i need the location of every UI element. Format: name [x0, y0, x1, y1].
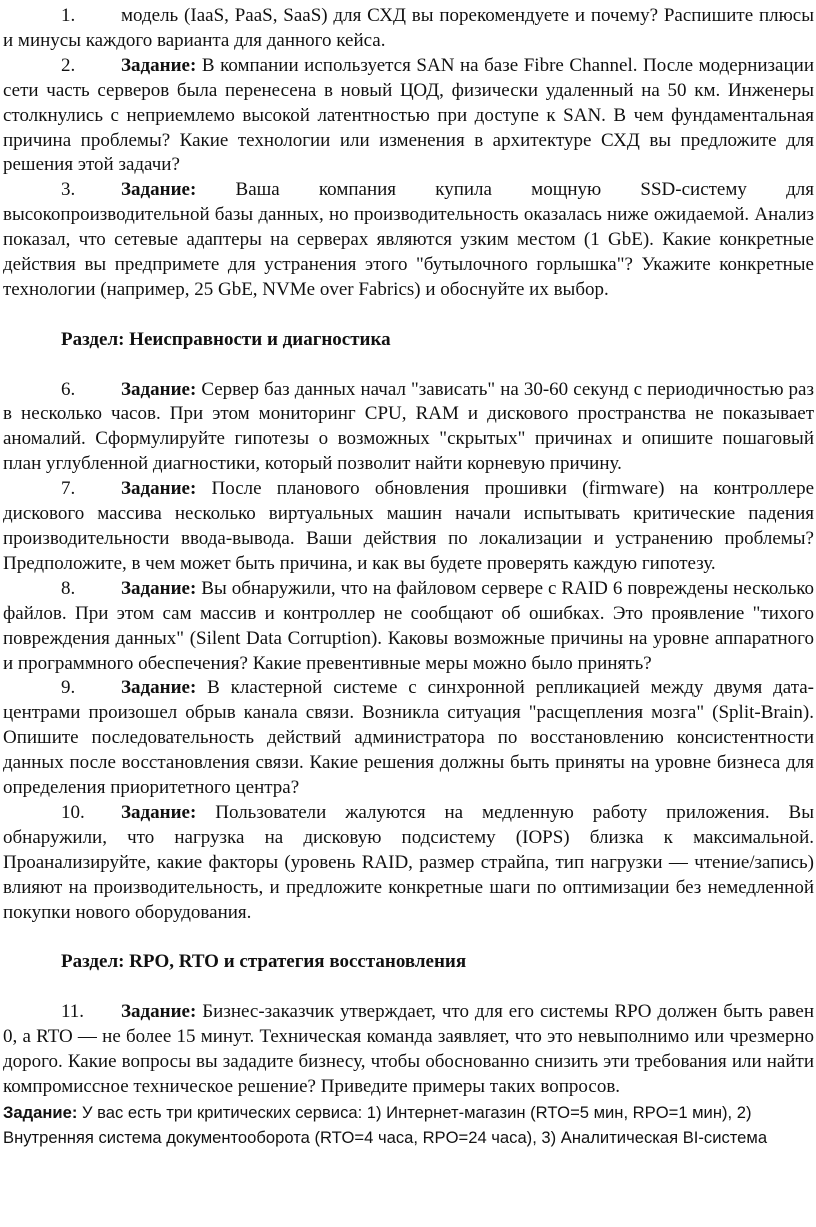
task-text: модель (IaaS, PaaS, SaaS) для СХД вы порекомендуете и почему? Распишите плюсы и минусы каждого варианта для данного кейса. [3, 5, 814, 51]
task-number: 8. [61, 577, 76, 599]
task-final [3, 1100, 814, 1150]
task-number: 3. [61, 179, 76, 201]
spacer [3, 353, 814, 378]
task-label: Задание: [121, 378, 197, 400]
task-label: Задание: [121, 801, 197, 823]
task-label: Задание: [121, 577, 197, 599]
task-number: 1. [61, 5, 76, 26]
task-7 [3, 477, 814, 577]
spacer [3, 303, 814, 328]
task-1 [3, 4, 814, 54]
task-label: Задание: [121, 54, 197, 76]
task-3 [3, 178, 814, 303]
task-label: Задание: [121, 1001, 197, 1023]
task-text: В кластерной системе с синхронной репликацией между двумя дата-центрами произошел обрыв канала связи. Возникла ситуация "расщепления мозга" (Split-Brain). Опишите последовательность действий администратора по восстановлению консистентности данных после восстановления связи. Какие решения должны быть приняты на уровне бизнеса для определения приоритетного центра? [3, 677, 814, 799]
task-11 [3, 1000, 814, 1100]
task-number: 7. [61, 478, 76, 500]
task-number: 9. [61, 677, 76, 699]
task-9 [3, 676, 814, 801]
task-text: Сервер баз данных начал "зависать" на 30-60 секунд с периодичностью раз в несколько часов. При этом мониторинг CPU, RAM и дискового пространства не показывает аномалий. Сформулируйте гипотезы о возможных "скрытых" причинах и опишите пошаговый план углубленной диагностики, который позволит найти корневую причину. [3, 378, 814, 475]
task-8 [3, 577, 814, 677]
task-2 [3, 54, 814, 179]
task-number: 6. [61, 378, 76, 400]
task-label: Задание: [121, 179, 197, 201]
task-number: 11. [61, 1001, 85, 1023]
task-number: 2. [61, 54, 76, 76]
section-heading-rpo: Раздел: RPO, RTO и стратегия восстановления [61, 951, 467, 973]
task-label: Задание: [121, 478, 197, 500]
task-text: Вы обнаружили, что на файловом сервере с RAID 6 повреждены несколько файлов. При этом сам массив и контроллер не сообщают об ошибках. Это проявление "тихого повреждения данных" (Silent Data Corruption). Каковы возможные причины на уровне аппаратного и программного обеспечения? Какие превентивные меры можно было принять? [3, 577, 814, 674]
task-number: 10. [61, 801, 85, 823]
task-6 [3, 378, 814, 478]
task-text: В компании используется SAN на базе Fibre Channel. После модернизации сети часть серверов была перенесена в новый ЦОД, физически удаленный на 50 км. Инженеры столкнулись с неприемлемо высокой латентностью при доступе к SAN. В чем фундаментальная причина проблемы? Какие технологии или изменения в архитектуре СХД вы предложите для решения этой задачи? [3, 54, 814, 176]
task-label: Задание: [121, 677, 197, 699]
section-heading-diagnostics: Раздел: Неисправности и диагностика [61, 328, 391, 350]
task-10 [3, 801, 814, 926]
task-text: У вас есть три критических сервиса: 1) Интернет-магазин (RTO=5 мин, RPO=1 мин), 2) Внутренняя система документооборота (RTO=4 часа, RPO=24 часа), 3) Аналитическая BI-система [3, 1102, 768, 1147]
spacer [3, 975, 814, 1000]
task-text: После планового обновления прошивки (firmware) на контроллере дискового массива несколько виртуальных машин начали испытывать критические падения производительности ввода-вывода. Ваши действия по локализации и устранению проблемы? Предположите, в чем может быть причина, и как вы будете проверять каждую гипотезу. [3, 478, 814, 574]
spacer [3, 926, 814, 951]
task-text: Бизнес-заказчик утверждает, что для его системы RPO должен быть равен 0, а RTO — не более 15 минут. Техническая команда заявляет, что это невыполнимо или чрезмерно дорого. Какие вопросы вы зададите бизнесу, чтобы обоснованно снизить эти требования или найти компромиссное техническое решение? Приведите примеры таких вопросов. [3, 1001, 814, 1097]
task-text: Ваша компания купила мощную SSD-систему для высокопроизводительной базы данных, но производительность оказалась ниже ожидаемой. Анализ показал, что сетевые адаптеры на серверах являются узким местом (1 GbE). Какие конкретные действия вы предпримете для устранения этого "бутылочного горлышка"? Укажите конкретные технологии (например, 25 GbE, NVMe over Fabrics) и обоснуйте их выбор. [3, 179, 814, 300]
task-text: Пользователи жалуются на медленную работу приложения. Вы обнаружили, что нагрузка на дисковую подсистему (IOPS) близка к максимальной. Проанализируйте, какие факторы (уровень RAID, размер страйпа, тип нагрузки — чтение/запись) влияют на производительность, и предложите конкретные шаги по оптимизации без немедленной покупки нового оборудования. [3, 801, 814, 923]
task-label: Задание: [3, 1102, 78, 1122]
